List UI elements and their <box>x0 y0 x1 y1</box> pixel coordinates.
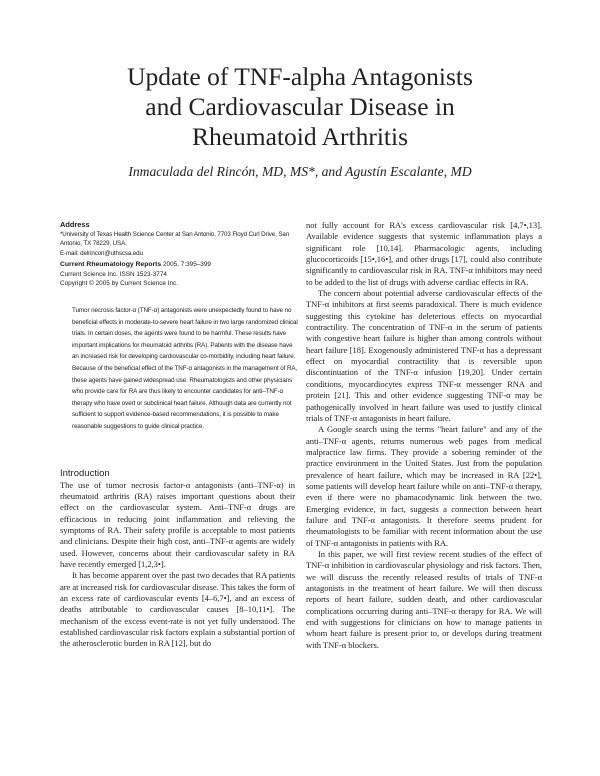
article-title <box>40 62 560 152</box>
intro-paragraph-1: The use of tumor necrosis factor-α antagonists (anti–TNF-α) in rheumatoid arthritis (RA) raises important questions about their effect on the cardiovascular system. Anti–TNF-α drugs are efficacious in reducing joint inflammation and relieving the symptoms of RA. Their safety profile is acceptable to most patients and clinicians. Despite their high cost, anti–TNF-α agents are widely used. However, concerns about their cardiovascular safety in RA have recently emerged [1,2,3•]. <box>60 479 295 569</box>
journal-issue: 2005, 7:395–399 <box>161 261 211 269</box>
title-line-1: Update of TNF-alpha Antagonists <box>127 62 473 91</box>
right-paragraph-1: not fully account for RA's excess cardiovascular risk [4,7•,13]. Available evidence suggests that systemic inflammation plays a significant role [10,14]. Pharmacologic agents, including glucocorticoids [15•,16•], and other drugs [17], could also contribute significantly to cardiovascular risk in RA. TNF-α inhibitors may need to be added to the list of drugs with adverse cardiac effects in RA. <box>306 220 542 287</box>
journal-publisher: Current Science Inc. ISSN 1523-3774 <box>60 270 167 278</box>
abstract-text: Tumor necrosis factor-α (TNF-α) antagonists were unexpectedly found to have no beneficial effects in moderate-to-severe heart failure in two large randomized clinical trials. In certain doses, the agents were found to be harmful. These results have important implications for rheumatoid arthritis (RA). Patients with the disease have an increased risk for developing cardiovascular co-morbidity, including heart failure. Because of the beneficial effect of the TNF-α antagonists in the management of RA, these agents have gained widespread use. Rheumatologists and other physicians who provide care for RA are thus likely to encounter candidates for anti–TNF-α therapy who have overt or subclinical heart failure. Although data are currently not sufficient to support evidence-based recommendations, it is possible to make reasonable suggestions to guide clinical practice. <box>72 307 298 430</box>
address-text: *University of Texas Health Science Center at San Antonio, 7703 Floyd Curl Drive, San Antonio, TX 78229, USA. <box>60 230 290 248</box>
intro-body <box>60 480 295 650</box>
author-email: E-mail: delrincon@uthscsa.edu <box>60 249 143 257</box>
right-body <box>306 220 542 651</box>
title-line-3: Rheumatoid Arthritis <box>191 122 409 151</box>
left-column <box>60 220 298 650</box>
author-line: Inmaculada del Rincón, MD, MS*, and Agustín Escalante, MD <box>128 164 472 179</box>
intro-paragraph-2: It has become apparent over the past two decades that RA patients are at increased risk for cardiovascular disease. This takes the form of an excess rate of cardiovascular events [4–6,7•], and an excess of deaths attributable to cardiovascular causes [8–10,11•]. The mechanism of the excess event-rate is not yet fully understood. The established cardiovascular risk factors explain a substantial portion of the atherosclerotic burden in RA [12], but do <box>60 570 295 649</box>
right-paragraph-4: In this paper, we will first review recent studies of the effect of TNF-α inhibition in cardiovascular physiology and risk factors. Then, we will discuss the recently released results of trials of TNF-α antagonists in the treatment of heart failure. We will then discuss reports of heart failure, sudden death, and other cardiovascular complications occurring during anti–TNF-α therapy for RA. We will end with suggestions for clinicians on how to manage patients in whom heart failure is present prior to, or develops during treatment with TNF-α blockers. <box>306 548 542 650</box>
abstract <box>72 305 300 433</box>
copyright-notice: Copyright © 2005 by Current Science Inc. <box>60 280 179 288</box>
right-paragraph-2: The concern about potential adverse cardiovascular effects of the TNF-α inhibitors at first seems paradoxical. There is much evidence suggesting this cytokine has deleterious effects on myocardial contractility. The concentration of TNF-α in the serum of patients with congestive heart failure is higher than among controls without heart failure [18]. Exogenously administered TNF-α has a depressant effect on myocardial contractility that is reversible upon discontinuation of the TNF-α infusion [19,20]. Under certain conditions, myocardiocytes express TNF-α messenger RNA and protein [21]. This and other evidence suggesting TNF-α may be pathogenically involved in heart failure was used to justify clinical trials of TNF-α antagonists in heart failure. <box>306 288 542 423</box>
title-line-2: and Cardiovascular Disease in <box>145 92 455 121</box>
address-heading: Address <box>60 220 90 229</box>
right-column <box>306 220 542 651</box>
journal-citation <box>60 260 295 289</box>
section-heading-introduction: Introduction <box>60 467 110 479</box>
right-paragraph-3: A Google search using the terms "heart failure" and any of the anti–TNF-α agents, returns numerous web pages from medical malpractice law firms. They provide a sobering reminder of the practice environment in the United States. Just from the population prevalence of heart failure, which may be increased in RA [22•], some patients will develop heart failure while on anti–TNF-α therapy, even if there were no phamacodynamic link between the two. Emerging evidence, in fact, suggests a connection between heart failure and TNF-α antagonists. It therefore seems prudent for rheumatologists to be familiar with recent information about the use of TNF-α antagonists in patients with RA. <box>306 424 542 548</box>
journal-name: Current Rheumatology Reports <box>60 261 162 269</box>
